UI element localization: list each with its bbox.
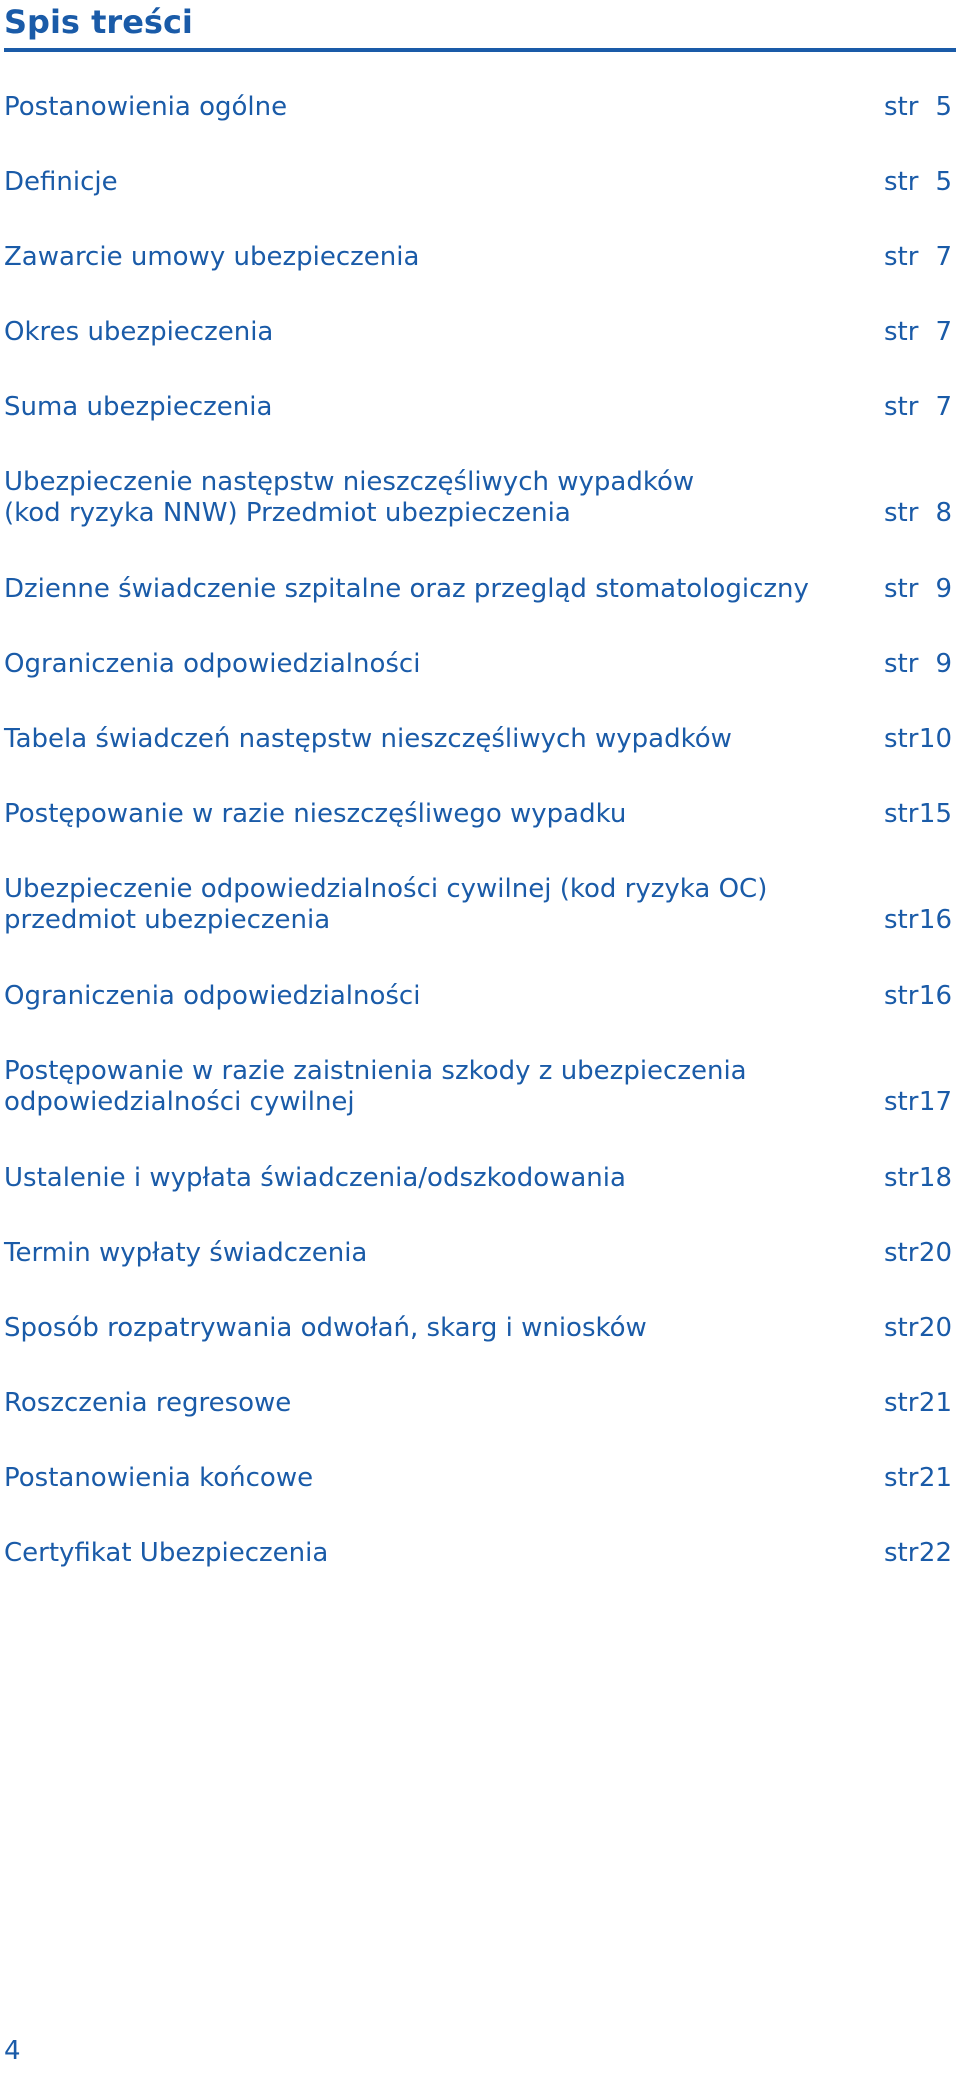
toc-page-number: 7 <box>935 317 952 347</box>
toc-page-prefix: str <box>884 1087 919 1117</box>
toc-page-number: 5 <box>935 167 952 197</box>
toc-page-number: 20 <box>918 1238 952 1268</box>
footer-page-number: 4 <box>4 2036 21 2066</box>
toc-entry-line: odpowiedzialności cywilnej <box>4 1087 355 1117</box>
toc-entry-line: Postanowienia ogólne <box>4 92 288 122</box>
toc-page-prefix: str <box>884 905 919 935</box>
toc-page-ref <box>884 724 956 755</box>
toc-page-prefix: str <box>884 799 919 829</box>
toc-entry-oc-przedmiot[interactable] <box>4 874 952 936</box>
toc-page-number: 22 <box>918 1538 952 1568</box>
toc-page-ref <box>884 1163 956 1194</box>
toc-entry-postanowienia-koncowe[interactable] <box>4 1463 952 1494</box>
toc-page-number: 21 <box>918 1388 952 1418</box>
toc-entry-line: przedmiot ubezpieczenia <box>4 905 331 935</box>
toc-page-ref <box>884 1238 956 1269</box>
toc-page-prefix: str <box>884 498 919 528</box>
toc-entry-nnw-przedmiot[interactable] <box>4 467 952 529</box>
toc-page-number: 7 <box>935 392 952 422</box>
toc-entry-postanowienia-ogolne[interactable] <box>4 92 952 123</box>
toc-entry-title <box>4 167 844 198</box>
toc-entry-line: Roszczenia regresowe <box>4 1388 292 1418</box>
toc-entry-line: Ograniczenia odpowiedzialności <box>4 981 421 1011</box>
toc-page-prefix: str <box>884 1238 919 1268</box>
toc-entry-line: Termin wypłaty świadczenia <box>4 1238 368 1268</box>
toc-entry-line: Ograniczenia odpowiedzialności <box>4 649 421 679</box>
toc-page-prefix: str <box>884 724 919 754</box>
toc-entry-termin-wyplaty[interactable] <box>4 1238 952 1269</box>
toc-entry-ustalenie-wyplata[interactable] <box>4 1163 952 1194</box>
toc-page-number: 5 <box>935 92 952 122</box>
toc-entry-dzienne-swiadczenie[interactable] <box>4 574 952 605</box>
toc-page-number: 10 <box>918 724 952 754</box>
toc-page-ref <box>884 392 956 423</box>
toc-entry-title <box>4 467 844 529</box>
toc-page-prefix: str <box>884 649 919 679</box>
toc-page-ref <box>884 92 956 123</box>
toc-entry-ograniczenia-oc[interactable] <box>4 981 952 1012</box>
toc-page-ref <box>884 799 956 830</box>
toc-page-ref <box>884 649 956 680</box>
toc-entry-line: Postępowanie w razie zaistnienia szkody z ubezpieczenia <box>4 1056 747 1086</box>
toc-entry-postepowanie-wypadek[interactable] <box>4 799 952 830</box>
toc-entry-title <box>4 799 844 830</box>
toc-page-ref <box>884 317 956 348</box>
toc-page-prefix: str <box>884 1388 919 1418</box>
toc-page-prefix: str <box>884 1463 919 1493</box>
toc-page-prefix: str <box>884 1313 919 1343</box>
toc-page-ref <box>884 1388 956 1419</box>
toc-page-prefix: str <box>884 317 919 347</box>
toc-page-prefix: str <box>884 167 919 197</box>
toc-page-ref <box>884 242 956 273</box>
toc-entry-title <box>4 649 844 680</box>
toc-entry-postepowanie-szkoda-oc[interactable] <box>4 1056 952 1118</box>
toc-entry-title <box>4 1163 844 1194</box>
toc-entry-title <box>4 92 844 123</box>
toc-entry-title <box>4 574 844 605</box>
toc-page-number: 9 <box>935 649 952 679</box>
toc-entry-line: Dzienne świadczenie szpitalne oraz przegląd stomatologiczny <box>4 574 809 604</box>
toc-entry-line: Suma ubezpieczenia <box>4 392 273 422</box>
toc-page-prefix: str <box>884 574 919 604</box>
toc-entry-title <box>4 1313 844 1344</box>
toc-entry-definicje[interactable] <box>4 167 952 198</box>
toc-entry-roszczenia-regresowe[interactable] <box>4 1388 952 1419</box>
toc-entry-title <box>4 242 844 273</box>
toc-entry-ograniczenia-nnw[interactable] <box>4 649 952 680</box>
toc-entry-zawarcie-umowy[interactable] <box>4 242 952 273</box>
toc-entry-certyfikat[interactable] <box>4 1538 952 1569</box>
toc-entry-title <box>4 1388 844 1419</box>
page-title: Spis treści <box>4 3 193 41</box>
toc-entry-suma-ubezpieczenia[interactable] <box>4 392 952 423</box>
toc-page-prefix: str <box>884 1163 919 1193</box>
toc-page-prefix: str <box>884 1538 919 1568</box>
toc-entry-line: Postępowanie w razie nieszczęśliwego wypadku <box>4 799 627 829</box>
toc-entry-line: Certyfikat Ubezpieczenia <box>4 1538 329 1568</box>
toc-page-number: 8 <box>935 498 952 528</box>
toc-page-number: 9 <box>935 574 952 604</box>
toc-page-ref <box>884 1087 956 1118</box>
toc-page-number: 20 <box>918 1313 952 1343</box>
toc-entry-line: Okres ubezpieczenia <box>4 317 274 347</box>
toc-page-number: 15 <box>918 799 952 829</box>
toc-entry-line: Ustalenie i wypłata świadczenia/odszkodowania <box>4 1163 626 1193</box>
toc-page-ref <box>884 981 956 1012</box>
toc-page-ref <box>884 905 956 936</box>
toc-entry-tabela-swiadczen[interactable] <box>4 724 952 755</box>
toc-entry-line: Postanowienia końcowe <box>4 1463 314 1493</box>
toc-entry-title <box>4 1056 844 1118</box>
title-divider <box>4 48 956 52</box>
toc-entry-line: (kod ryzyka NNW) Przedmiot ubezpieczenia <box>4 498 571 528</box>
toc-entry-okres-ubezpieczenia[interactable] <box>4 317 952 348</box>
toc-page-number: 21 <box>918 1463 952 1493</box>
toc-page-number: 16 <box>918 981 952 1011</box>
toc-entry-line: Tabela świadczeń następstw nieszczęśliwych wypadków <box>4 724 732 754</box>
toc-page-ref <box>884 574 956 605</box>
toc-page-ref <box>884 167 956 198</box>
toc-page-prefix: str <box>884 392 919 422</box>
toc-page-ref <box>884 1313 956 1344</box>
toc-entry-title <box>4 317 844 348</box>
toc-page-ref <box>884 498 956 529</box>
toc-page-ref <box>884 1538 956 1569</box>
toc-entry-title <box>4 981 844 1012</box>
toc-entry-line: Sposób rozpatrywania odwołań, skarg i wniosków <box>4 1313 647 1343</box>
toc-entry-line: Ubezpieczenie odpowiedzialności cywilnej (kod ryzyka OC) <box>4 874 768 904</box>
toc-page-prefix: str <box>884 981 919 1011</box>
toc-page-number: 17 <box>918 1087 952 1117</box>
toc-entry-title <box>4 1238 844 1269</box>
toc-page-prefix: str <box>884 92 919 122</box>
toc-entry-line: Ubezpieczenie następstw nieszczęśliwych wypadków <box>4 467 695 497</box>
toc-entry-line: Zawarcie umowy ubezpieczenia <box>4 242 420 272</box>
toc-entry-sposob-rozpatrywania[interactable] <box>4 1313 952 1344</box>
toc-entry-title <box>4 392 844 423</box>
toc-entry-title <box>4 1463 844 1494</box>
toc-entry-title <box>4 724 844 755</box>
toc-page-number: 7 <box>935 242 952 272</box>
toc-entry-title <box>4 1538 844 1569</box>
toc-page-number: 16 <box>918 905 952 935</box>
toc-entry-line: Definicje <box>4 167 118 197</box>
toc-page-ref <box>884 1463 956 1494</box>
toc-page-number: 18 <box>918 1163 952 1193</box>
toc-entry-title <box>4 874 844 936</box>
toc-page-prefix: str <box>884 242 919 272</box>
